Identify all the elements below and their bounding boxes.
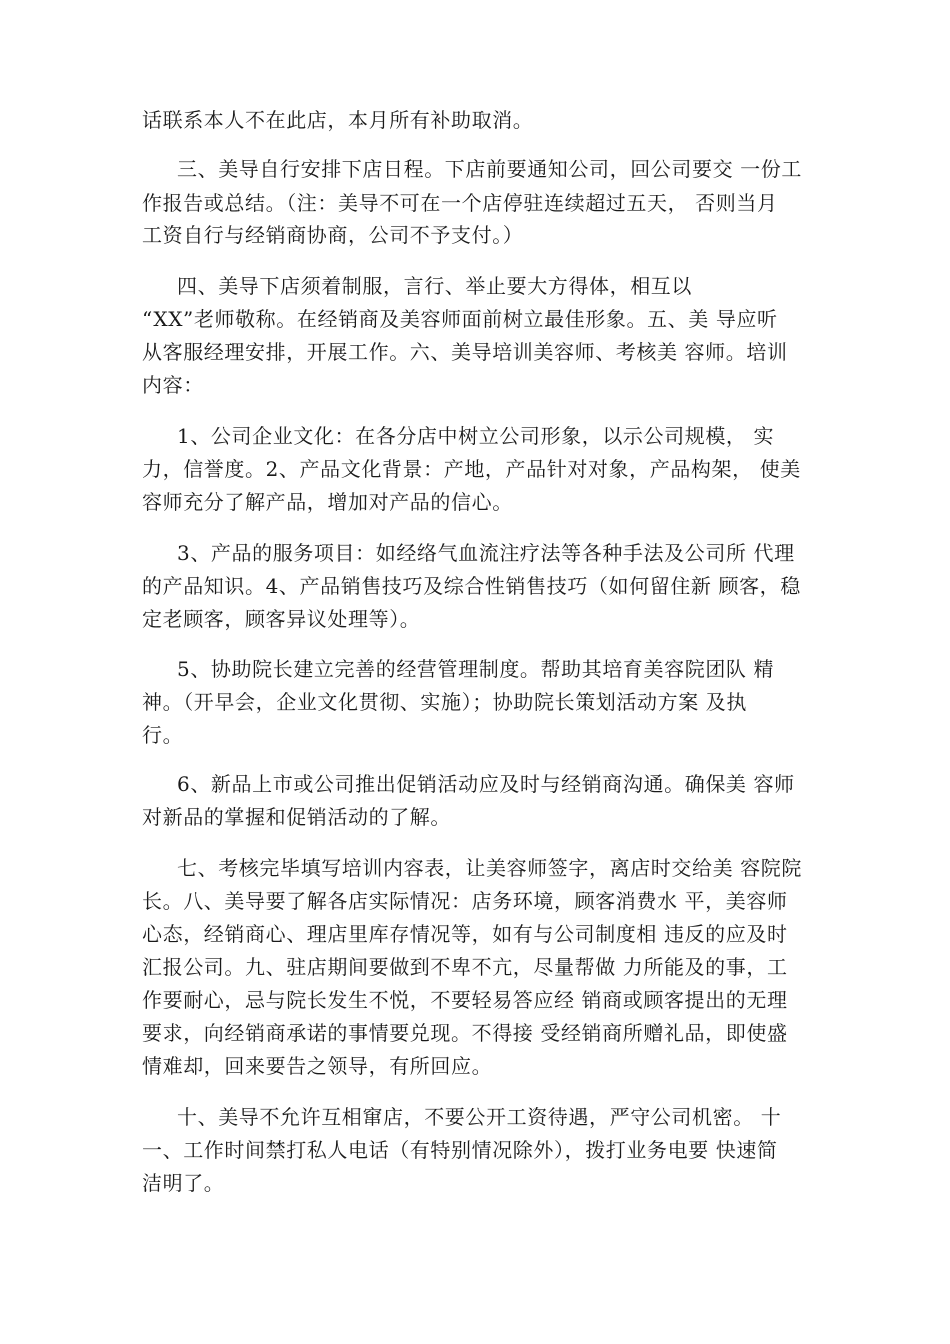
text-line: 作报告或总结。（注：美导不可在一个店停驻连续超过五天， 否则当月: [142, 191, 778, 215]
text-line: 要求，向经销商承诺的事情要兑现。不得接 受经销商所赠礼品，即使盛: [142, 1021, 788, 1045]
text-line: 汇报公司。九、驻店期间要做到不卑不亢，尽量帮做 力所能及的事，工: [142, 955, 788, 979]
text-line: 内容：: [142, 373, 204, 397]
text-line: 神。（开早会，企业文化贯彻、实施）；协助院长策划活动方案 及执: [142, 690, 747, 714]
text-line: 力，信誉度。2、产品文化背景：产地，产品针对对象，产品构架， 使美: [142, 457, 801, 481]
text-line: 一、工作时间禁打私人电话（有特别情况除外），拨打业务电要 快速简: [142, 1138, 778, 1162]
item-5-line: 5、协助院长建立完善的经营管理制度。帮助其培育美容院团队 精: [177, 657, 775, 681]
item-6-line: 6、新品上市或公司推出促销活动应及时与经销商沟通。确保美 容师: [177, 772, 795, 796]
text-line: 心态，经销商心、理店里库存情况等，如有与公司制度相 违反的应及时: [142, 922, 788, 946]
paragraph-10-line: 十、美导不允许互相窜店，不要公开工资待遇，严守公司机密。 十: [177, 1105, 782, 1129]
item-3-line: 3、产品的服务项目：如经络气血流注疗法等各种手法及公司所 代理: [177, 541, 795, 565]
text-line: 对新品的掌握和促销活动的了解。: [142, 805, 451, 829]
paragraph-7-line: 七、考核完毕填写培训内容表，让美容师签字，离店时交给美 容院院: [177, 856, 802, 880]
paragraph-3-line: 三、美导自行安排下店日程。下店前要通知公司，回公司要交 一份工: [177, 157, 802, 181]
paragraph-4-line: 四、美导下店须着制服，言行、举止要大方得体，相互以: [177, 274, 692, 298]
text-line: 的产品知识。4、产品销售技巧及综合性销售技巧（如何留住新 顾客，稳: [142, 574, 801, 598]
text-line: “XX”老师敬称。在经销商及美容师面前树立最佳形象。五、美 导应听: [142, 307, 778, 331]
text-line: 长。八、美导要了解各店实际情况：店务环境，顾客消费水 平，美容师: [142, 889, 788, 913]
text-line: 洁明了。: [142, 1171, 225, 1195]
text-line: 行。: [142, 723, 184, 747]
text-line: 从客服经理安排，开展工作。六、美导培训美容师、考核美 容师。培训: [142, 340, 788, 364]
text-line: 容师充分了解产品，增加对产品的信心。: [142, 490, 513, 514]
text-line: 情难却，回来要告之领导，有所回应。: [142, 1054, 493, 1078]
text-line: 定老顾客，顾客异议处理等）。: [142, 607, 421, 631]
text-line: 工资自行与经销商协商，公司不予支付。）: [142, 223, 524, 247]
text-line: 作要耐心，忌与院长发生不悦，不要轻易答应经 销商或顾客提出的无理: [142, 988, 788, 1012]
item-1-line: 1、公司企业文化：在各分店中树立公司形象，以示公司规模， 实: [177, 424, 775, 448]
text-line: 话联系本人不在此店，本月所有补助取消。: [142, 108, 534, 132]
